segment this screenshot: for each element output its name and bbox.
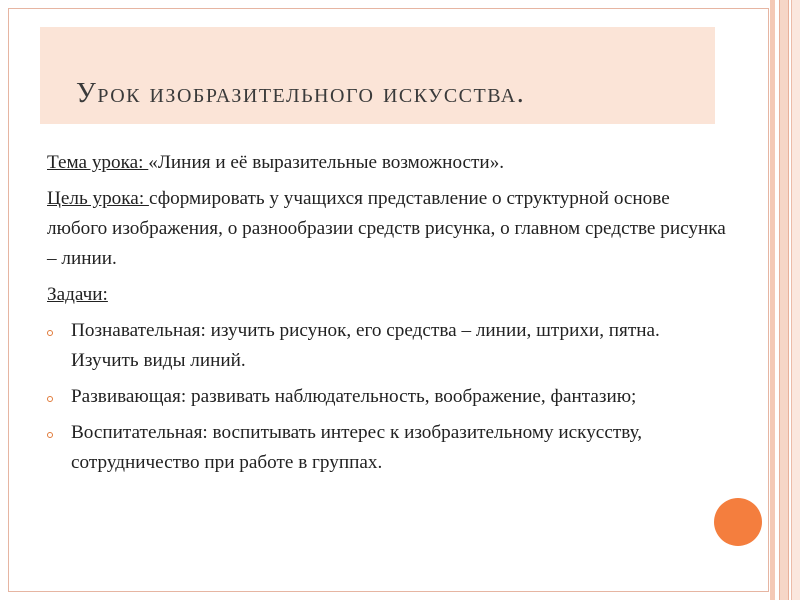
task-text: Развивающая: развивать наблюдательность, воображение, фантазию; <box>71 386 637 407</box>
hollow-circle-bullet-icon <box>47 396 53 402</box>
hollow-circle-bullet-icon <box>47 330 53 336</box>
slide-content <box>47 148 727 484</box>
goal-paragraph <box>47 184 727 274</box>
orange-circle-icon <box>714 498 762 546</box>
topic-line <box>47 148 727 178</box>
task-text: Познавательная: изучить рисунок, его средства – линии, штрихи, пятна. Изучить виды линий. <box>71 320 660 371</box>
tasks-list <box>47 316 727 478</box>
tasks-label: Задачи: <box>47 284 108 305</box>
topic-label: Тема урока: <box>47 152 149 173</box>
goal-text: сформировать у учащихся представление о структурной основе любого изображения, о разнообразии средств рисунка, о главном средстве рисунка – линии. <box>47 188 726 269</box>
right-stripe-3 <box>779 0 789 600</box>
task-text: Воспитательная: воспитывать интерес к изобразительному искусству, сотрудничество при работе в группах. <box>71 422 643 473</box>
slide-title: Урок изобразительного искусства. <box>76 78 526 109</box>
list-item <box>47 316 727 376</box>
tasks-heading <box>47 280 727 310</box>
hollow-circle-bullet-icon <box>47 432 53 438</box>
right-stripe-4 <box>791 0 800 600</box>
right-stripe-1 <box>770 0 775 600</box>
list-item <box>47 418 727 478</box>
topic-text: «Линия и её выразительные возможности». <box>148 152 505 173</box>
list-item <box>47 382 727 412</box>
goal-label: Цель урока: <box>47 188 149 209</box>
